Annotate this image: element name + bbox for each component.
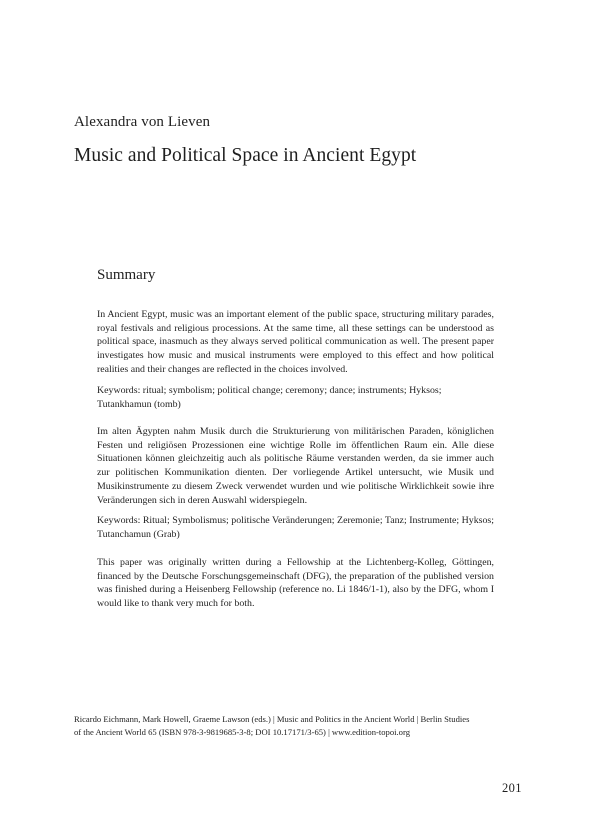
keywords-english-text: Keywords: ritual; symbolism; political change; ceremony; dance; instruments; Hyksos; Tutankhamun (tomb) bbox=[97, 385, 442, 410]
abstract-german bbox=[97, 425, 494, 507]
summary-heading: Summary bbox=[97, 267, 156, 283]
abstract-english bbox=[97, 308, 494, 377]
abstract-german-text: Im alten Ägypten nahm Musik durch die Strukturierung von militärischen Paraden, königlichen Festen und religiösen Prozessionen eine wichtige Rolle im öffentlichen Raum ein. Alle diese Situationen können gleichzeitig auch als politische Räume verstanden werden, da sie immer auch zur politischen Kommunikation dienten. Der vorliegende Artikel untersucht, wie Musik und Musikinstrumente zu diesem Zweck verwendet wurden und wie politische Wirklichkeit sowie ihre Veränderungen sich in deren Auswahl widerspiegeln. bbox=[97, 426, 494, 506]
author-name: Alexandra von Lieven bbox=[74, 114, 211, 130]
keywords-english bbox=[97, 384, 494, 411]
keywords-german-text: Keywords: Ritual; Symbolismus; politische Veränderungen; Zeremonie; Tanz; Instrumente; Hyksos; Tutanchamun (Grab) bbox=[97, 515, 494, 540]
citation-footer: Ricardo Eichmann, Mark Howell, Graeme Lawson (eds.) | Music and Politics in the Ancient World | Berlin Studies of the Ancient World 65 (ISBN 978-3-9819685-3-8; DOI 10.17171/3-65) | www.edition-topoi.org bbox=[74, 714, 470, 737]
page-number: 201 bbox=[502, 781, 522, 795]
acknowledgement bbox=[97, 556, 494, 611]
keywords-german bbox=[97, 514, 494, 541]
abstract-english-text: In Ancient Egypt, music was an important element of the public space, structuring military parades, royal festivals and religious processions. At the same time, all these settings can be understood as political space, inasmuch as they always served political communication as well. The present paper investigates how music and musical instruments were employed to this effect and how political realities and their changes are reflected in the choices involved. bbox=[97, 309, 494, 375]
acknowledgement-text: This paper was originally written during a Fellowship at the Lichtenberg-Kolleg, Göttingen, financed by the Deutsche Forschungsgemeinschaft (DFG), the preparation of the published version was finished during a Heisenberg Fellowship (reference no. Li 1846/1-1), also by the DFG, whom I would like to thank very much for both. bbox=[97, 557, 494, 610]
paper-title: Music and Political Space in Ancient Egypt bbox=[74, 145, 417, 166]
